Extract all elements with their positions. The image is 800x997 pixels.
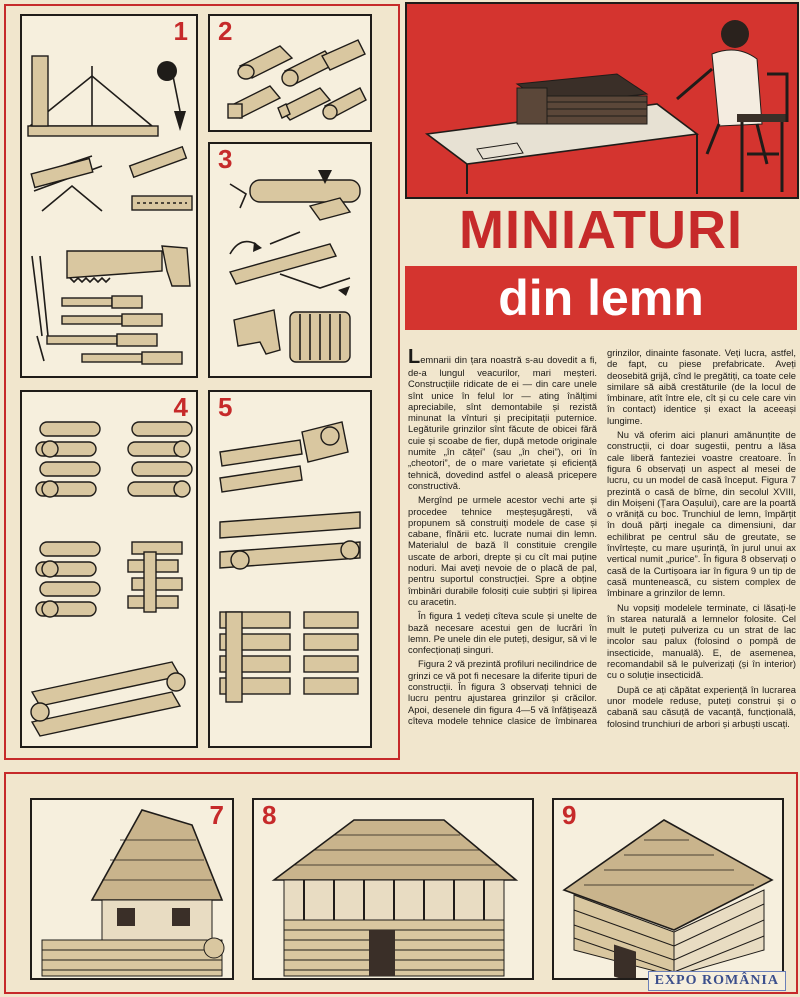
figure-number: 5: [218, 392, 233, 422]
curtisoara-house-illustration: [254, 800, 532, 978]
figure-5-joints: [208, 390, 372, 748]
watermark: EXPO ROMÂNIA: [648, 971, 786, 991]
figure-number: 4: [173, 392, 188, 422]
tools-illustration: [22, 16, 196, 376]
workbench-model-illustration: [407, 4, 797, 197]
figure-1-tools: [20, 14, 198, 378]
figure-9-muntenian-house: [552, 798, 784, 980]
figure-2-beam-profiles: [208, 14, 372, 132]
figure-number: 8: [262, 800, 277, 830]
hero-illustration-workbench: [405, 2, 799, 199]
figure-number: 2: [218, 16, 233, 46]
figure-3-techniques: [208, 142, 372, 378]
figure-number: 9: [562, 800, 577, 830]
figure-number: 1: [173, 16, 188, 46]
figure-number: 7: [209, 800, 224, 830]
article-paragraph: Mergînd pe urmele acestor vechi arte și procedee tehnice meșteșugărești, vă propunem să construiți modele de case și cabane, fînării etc. lucrate numai din lemn. Materialul de bază îl constituie crengile uscate de arbori, drepte și cu cît mai puține noduri. Mai aveți nevoie de o placă de pal, pentru suportul construcției. Spre a obține îmbinări durabile folosiți cuie subțiri și lipirea cu aracetin.: [408, 494, 597, 607]
muntenian-house-illustration: [554, 800, 782, 978]
article-paragraph: Nu vă oferim aici planuri amănunțite de construcții, ci doar sugestii, pentru a lăsa cale liberă fanteziei voastre creatoare. În figura 6 observați un aspect al mesei de lucru, cu un model de casă început. Figura 7 prezintă o casă de bîrne, din secolul XVIII, din Moișeni (Țara Oașului), care are la poartă o vrăniță cu boc. Trunchiul de lemn, împărțit în două părți inegale ca dimensiuni, dar echilibrat pe centrul său de greutate, se învîrtește, cu mare ușurință, în jurul unui ax vertical numit „purice”. În figura 8 observați o casă de la Curtișoara iar în figura 9 un tip de casă muntenească, cu sistem complex de îmbinare a grinzilor de lemn.: [607, 429, 796, 599]
figure-8-curtisoara-house: [252, 798, 534, 980]
log-house-illustration: [32, 800, 232, 978]
article-paragraph: După ce ați căpătat experiență în lucrarea unor modele reduse, puteți construi și o cabană sau căsuță de vacanță, funcțională, folosind trunchiuri de arbori și arbuști uscați.: [607, 683, 796, 729]
article-paragraph: În figura 1 vedeți cîteva scule și unelte de bază necesare acestui gen de lucrări în lemn. Pe unele din ele puteți, desigur, să vi le confecționați singuri.: [408, 610, 597, 656]
article-subtitle: din lemn: [405, 266, 797, 330]
article-title: MINIATURI: [459, 200, 743, 260]
figure-7-log-house: [30, 798, 234, 980]
beam-profiles-illustration: [210, 16, 370, 130]
figure-4-joints: [20, 390, 198, 748]
article-paragraph: Nu vopsiți modelele terminate, ci lăsați-le în starea naturală a lemnelor folosite. Cel mult le puteți pulveriza cu un strat de lac incolor sau palux (folosind o pompă de insecticide, manuală). E, de asemenea, recomandabil să le pulverizați (și în interior) cu o soluție insecticidă.: [607, 601, 796, 681]
article-paragraph: Figura 2 vă prezintă profiluri necilindrice de grinzi ce vă pot fi necesare la diferite tipuri de construcții. În figura 3 observați tehnici de lucru pentru ajustarea grinzilor și crăcilor. Apoi, desenele din figura 4—5 vă înfățișează cîteva modele tehnice clasice de îmbinarea grinzilor, dinainte fasonate. Veți lucra, astfel, de fapt, cu piese prefabricate. Aveți deosebită grijă, cînd le pregătiți, ca toate cele similare să aibă crestăturile (de la locul de îmbinare, atît între ele, cît și cu cele care vin în contact) identice și exact la aceeași lungime.: [408, 347, 796, 726]
figure-number: 3: [218, 144, 233, 174]
article-body: [408, 347, 796, 759]
article-paragraph: Lemnarii din țara noastră s-au dovedit a fi, de-a lungul veacurilor, mari meșteri. Construcțiile ridicate de ei — din care unele sînt unice în felul lor — ating înălțimi apreciabile, sînt demontabile și rezistă minunat la vînturi și precipitații puternice. Legăturile grinzilor sînt făcute de obicei fără cuie și scoabe de fier, după metode originale numite „în căței” (sau „în chei”), ori în „cheotori”, de o mare varietate și eficiență tehnică, dovedind astfel o aleasă pricepere constructivă.: [408, 346, 597, 491]
techniques-illustration: [210, 144, 370, 376]
joints-5-illustration: [210, 392, 370, 746]
joints-illustration: [22, 392, 196, 746]
